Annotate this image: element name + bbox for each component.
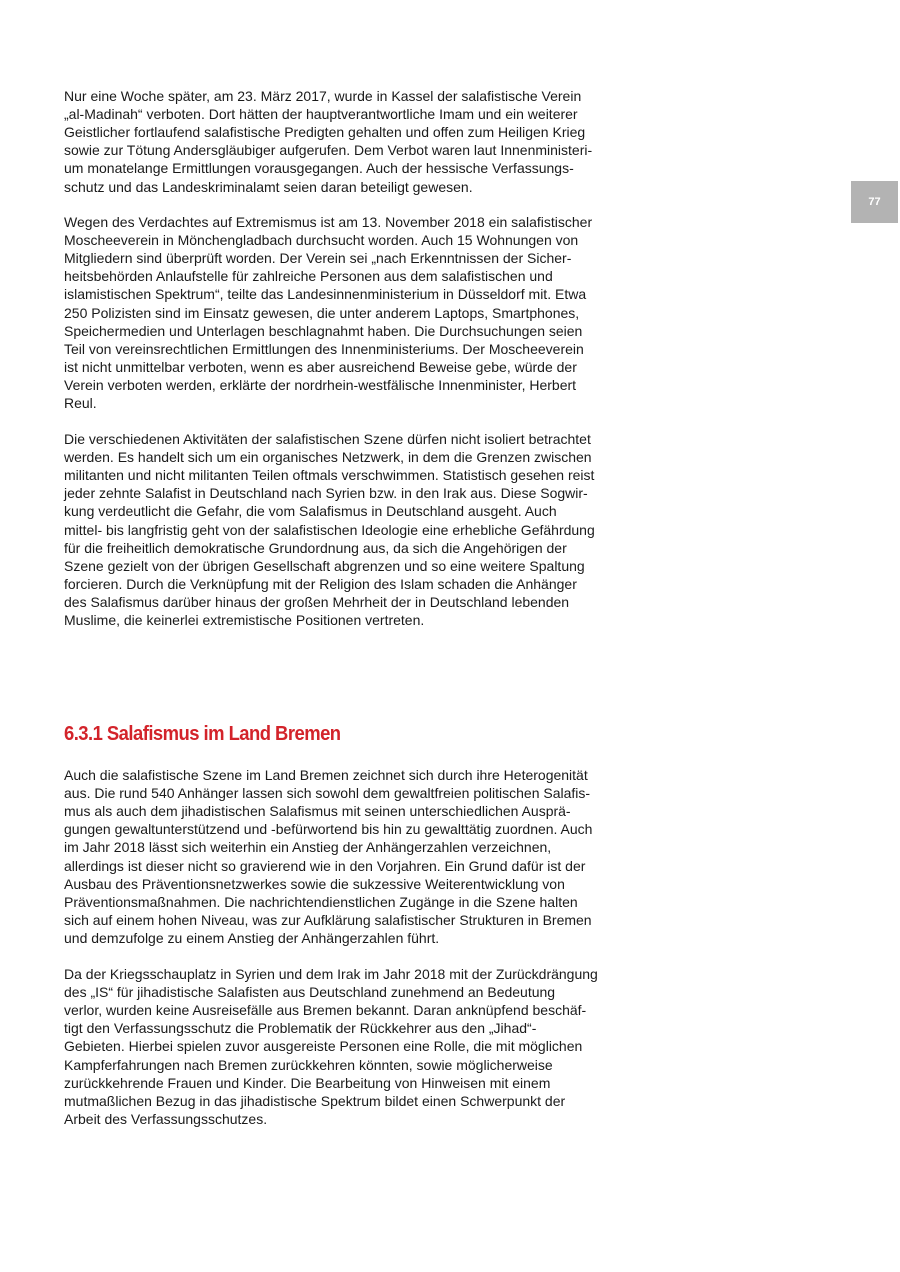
text-line: 250 Polizisten sind im Einsatz gewesen, die unter anderem Laptops, Smartphones, <box>64 304 580 321</box>
text-line: „al-Madinah“ verboten. Dort hätten der hauptverantwortliche Imam und ein weiterer <box>64 106 578 123</box>
text-line: aus. Die rund 540 Anhänger lassen sich sowohl dem gewaltfreien politischen Salafis- <box>64 785 591 802</box>
text-line: des Salafismus darüber hinaus der großen Mehrheit der in Deutschland lebenden <box>64 593 570 610</box>
text-line: Geistlicher fortlaufend salafistische Predigten gehalten und offen zum Heiligen Krieg <box>64 124 586 141</box>
text-line: verlor, wurden keine Ausreisefälle aus Bremen bekannt. Daran anknüpfend beschäf- <box>64 1002 587 1019</box>
text-line: tigt den Verfassungsschutz die Problematik der Rückkehrer aus den „Jihad“- <box>64 1020 537 1037</box>
text-line: Mitgliedern sind überprüft worden. Der Verein sei „nach Erkenntnissen der Sicher- <box>64 250 572 267</box>
text-line: Gebieten. Hierbei spielen zuvor ausgereiste Personen eine Rolle, die mit möglichen <box>64 1038 583 1055</box>
text-line: Ausbau des Präventionsnetzwerkes sowie die sukzessive Weiterentwicklung von <box>64 875 565 892</box>
text-line: islamistischen Spektrum“, teilte das Landesinnenministerium in Düsseldorf mit. Etwa <box>64 286 587 303</box>
text-line: im Jahr 2018 lässt sich weiterhin ein Anstieg der Anhängerzahlen verzeichnen, <box>64 839 552 856</box>
text-line: gungen gewaltunterstützend und -befürwortend bis hin zu gewalttätig zuordnen. Auch <box>64 821 593 838</box>
text-line: Muslime, die keinerlei extremistische Positionen vertreten. <box>64 612 425 628</box>
text-line: um monatelange Ermittlungen vorausgegangen. Auch der hessische Verfassungs- <box>64 160 574 177</box>
text-line: Teil von vereinsrechtlichen Ermittlungen des Innenministeriums. Der Moscheeverein <box>64 340 584 357</box>
text-line: sich auf einem hohen Niveau, was zur Aufklärung salafistischer Strukturen in Bremen <box>64 911 592 928</box>
text-line: mittel- bis langfristig geht von der salafistischen Ideologie eine erhebliche Gefährdung <box>64 521 595 538</box>
text-line: schutz und das Landeskriminalamt seien daran beteiligt gewesen. <box>64 178 473 195</box>
text-line: Präventionsmaßnahmen. Die nachrichtendienstlichen Zugänge in die Szene halten <box>64 893 578 910</box>
text-line: jeder zehnte Salafist in Deutschland nach Syrien bzw. in den Irak aus. Diese Sogwir- <box>64 485 588 502</box>
text-line: und demzufolge zu einem Anstieg der Anhängerzahlen führt. <box>64 929 440 946</box>
text-line: Verein verboten werden, erklärte der nordrhein-westfälische Innenminister, Herbert <box>64 376 577 393</box>
text-line: ist nicht unmittelbar verboten, wenn es aber ausreichend Beweise gebe, würde der <box>64 358 577 375</box>
text-line: Szene gezielt von der übrigen Gesellschaft abgrenzen und so eine weitere Spaltung <box>64 557 585 574</box>
text-line: werden. Es handelt sich um ein organisches Netzwerk, in dem die Grenzen zwischen <box>64 449 592 466</box>
text-line: Auch die salafistische Szene im Land Bremen zeichnet sich durch ihre Heterogenität <box>64 767 588 783</box>
text-line: forcieren. Durch die Verknüpfung mit der Religion des Islam schaden die Anhänger <box>64 575 577 592</box>
text-line: kung verdeutlicht die Gefahr, die vom Salafismus in Deutschland ausgeht. Auch <box>64 503 557 520</box>
text-line: des „IS“ für jihadistische Salafisten aus Deutschland zunehmend an Bedeutung <box>64 984 556 1001</box>
text-line: sowie zur Tötung Andersgläubiger aufgerufen. Dem Verbot waren laut Innenministeri- <box>64 142 593 159</box>
text-line: allerdings ist dieser nicht so gravierend wie in den Vorjahren. Ein Grund dafür ist der <box>64 857 586 874</box>
section-heading: 6.3.1 Salafismus im Land Bremen <box>64 722 341 745</box>
text-line: Arbeit des Verfassungsschutzes. <box>64 1110 268 1127</box>
text-line: heitsbehörden Anlaufstelle für zahlreiche Personen aus dem salafistischen und <box>64 268 553 285</box>
text-line: Speichermedien und Unterlagen beschlagnahmt haben. Die Durchsuchungen seien <box>64 322 583 339</box>
text-line: Da der Kriegsschauplatz in Syrien und dem Irak im Jahr 2018 mit der Zurückdrängung <box>64 966 598 982</box>
text-line: militanten und nicht militanten Teilen oftmals verschwimmen. Statistisch gesehen reist <box>64 467 595 484</box>
text-line: Reul. <box>64 395 97 411</box>
text-line: mutmaßlichen Bezug in das jihadistische Spektrum bildet einen Schwerpunkt der <box>64 1092 566 1109</box>
text-line: Kampferfahrungen nach Bremen zurückkehren könnten, sowie möglicherweise <box>64 1056 553 1073</box>
text-line: Nur eine Woche später, am 23. März 2017, wurde in Kassel der salafistische Verein <box>64 88 582 104</box>
text-line: Moscheeverein in Mönchengladbach durchsucht worden. Auch 15 Wohnungen von <box>64 232 579 249</box>
text-line: mus als auch dem jihadistischen Salafismus mit seinen unterschiedlichen Ausprä- <box>64 803 571 820</box>
page-number-badge: 77 <box>851 181 898 223</box>
text-line: Die verschiedenen Aktivitäten der salafistischen Szene dürfen nicht isoliert betrachtet <box>64 431 591 447</box>
text-line: für die freiheitlich demokratische Grundordnung aus, da sich die Angehörigen der <box>64 539 567 556</box>
text-line: Wegen des Verdachtes auf Extremismus ist am 13. November 2018 ein salafistischer <box>64 214 593 230</box>
text-line: zurückkehrende Frauen und Kinder. Die Bearbeitung von Hinweisen mit einem <box>64 1074 551 1091</box>
